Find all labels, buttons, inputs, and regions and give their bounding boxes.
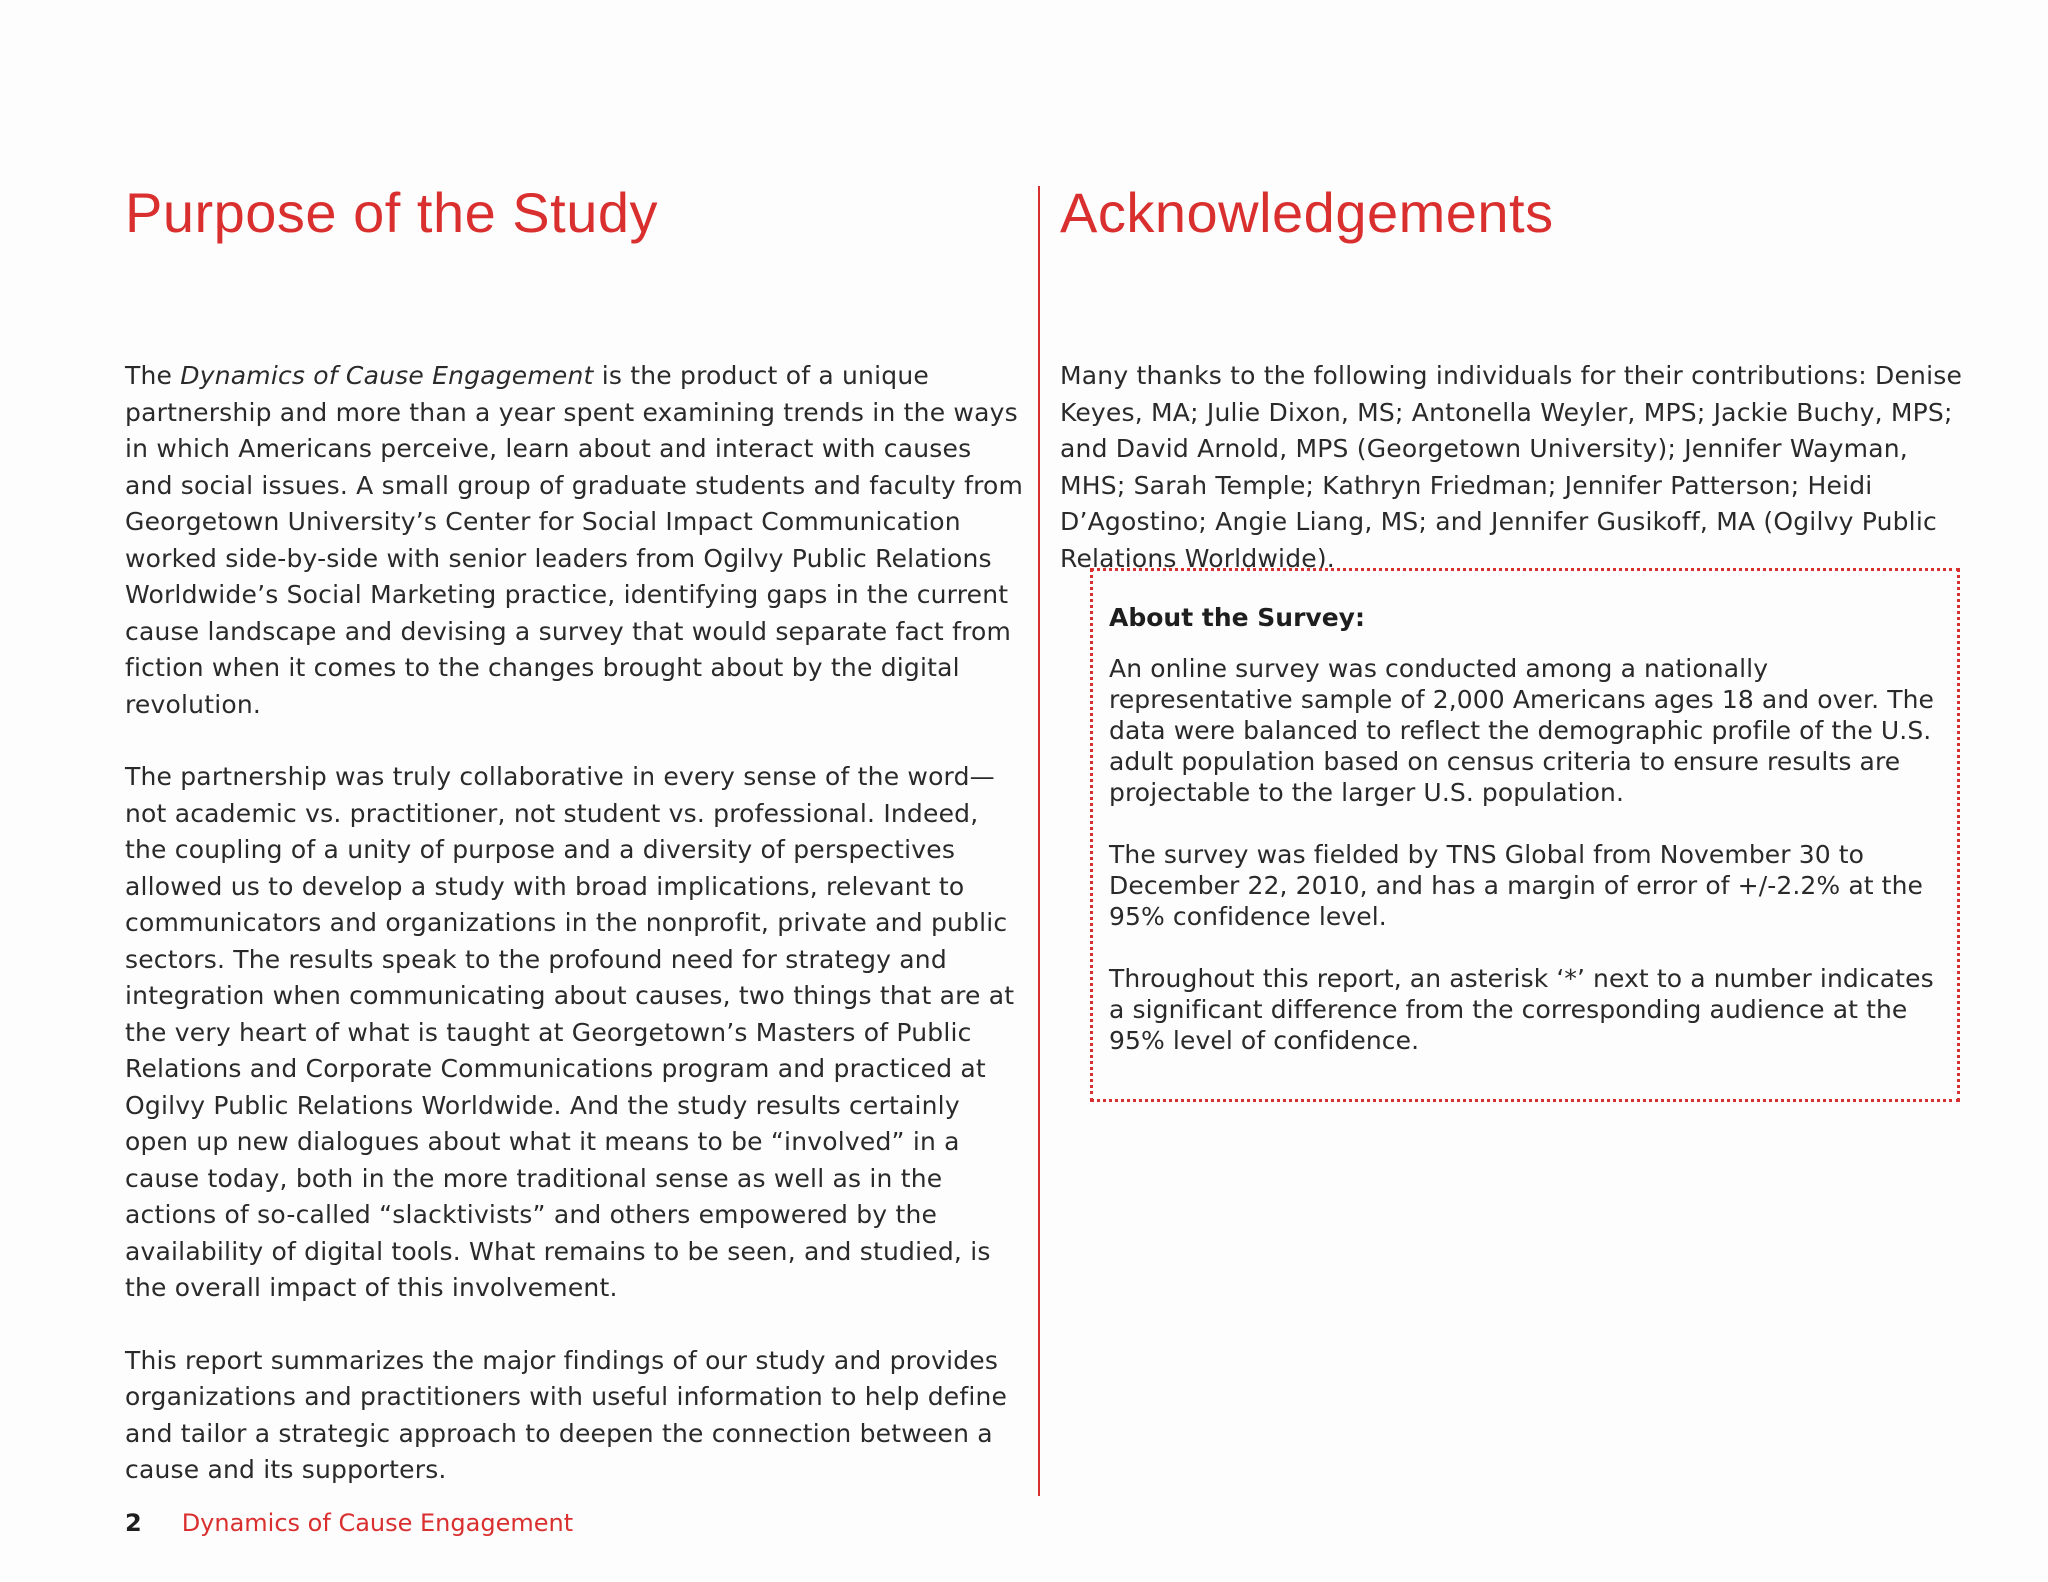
acknowledgements-body — [1060, 358, 1980, 577]
purpose-body — [125, 358, 1025, 1489]
acknowledgements-paragraph: Many thanks to the following individuals for their contributions: Denise Keyes, MA; Julie Dixon, MS; Antonella Weyler, MPS; Jackie Buchy, MPS; and David Arnold, MPS (Georgetown University); Jennifer Wayman, MHS; Sarah Temple; Kathryn Friedman; Jennifer Patterson; Heidi D’Agostino; Angie Liang, MS; and Jennifer Gusikoff, MA (Ogilvy Public Relations Worldwide). — [1060, 361, 1963, 573]
purpose-paragraph-3: This report summarizes the major findings of our study and provides organizations and practitioners with useful information to help define and tailor a strategic approach to deepen the connection between a cause and its supporters. — [125, 1345, 1008, 1484]
survey-paragraph-2: The survey was fielded by TNS Global from November 30 to December 22, 2010, and has a margin of error of +/-2.2% at the 95% confidence level. — [1109, 840, 1924, 931]
page-footer — [125, 1508, 573, 1538]
acknowledgements-section — [1060, 180, 1980, 577]
page-number: 2 — [125, 1509, 142, 1537]
purpose-section — [125, 180, 1025, 1525]
survey-paragraph-3: Throughout this report, an asterisk ‘*’ next to a number indicates a significant difference from the corresponding audience at the 95% level of confidence. — [1109, 964, 1934, 1055]
purpose-paragraph-2: The partnership was truly collaborative in every sense of the word—not academic vs. practitioner, not student vs. professional. Indeed, the coupling of a unity of purpose and a diversity of perspectives allowed us to develop a study with broad implications, relevant to communicators and organizations in the nonprofit, private and public sectors. The results speak to the profound need for strategy and integration when communicating about causes, two things that are at the very heart of what is taught at Georgetown’s Masters of Public Relations and Corporate Communications program and practiced at Ogilvy Public Relations Worldwide. And the study results certainly open up new dialogues about what it means to be “involved” in a cause today, both in the more traditional sense as well as in the actions of so-called “slacktivists” and others empowered by the availability of digital tools. What remains to be seen, and studied, is the overall impact of this involvement. — [125, 762, 1015, 1302]
column-divider — [1038, 186, 1040, 1496]
study-name-emphasis: Dynamics of Cause Engagement — [180, 361, 594, 390]
about-survey-heading: About the Survey: — [1109, 603, 1365, 632]
purpose-title: Purpose of the Study — [125, 181, 659, 244]
purpose-paragraph-1-rest: is the product of a unique partnership and more than a year spent examining trends in the ways in which Americans perceive, learn about and interact with causes and social issues. A small group of graduate students and faculty from Georgetown University’s Center for Social Impact Communication worked side-by-side with senior leaders from Ogilvy Public Relations Worldwide’s Social Marketing practice, identifying gaps in the current cause landscape and devising a survey that would separate fact from fiction when it comes to the changes brought about by the digital revolution. — [125, 361, 1024, 719]
about-survey-box — [1090, 568, 1960, 1102]
survey-paragraph-1: An online survey was conducted among a nationally representative sample of 2,000 Americans ages 18 and over. The data were balanced to reflect the demographic profile of the U.S. adult population based on census criteria to ensure results are projectable to the larger U.S. population. — [1109, 654, 1934, 807]
purpose-paragraph-1 — [125, 358, 1025, 723]
footer-title: Dynamics of Cause Engagement — [181, 1509, 574, 1537]
acknowledgements-title: Acknowledgements — [1060, 181, 1554, 244]
purpose-paragraph-1-lead: The — [125, 361, 181, 390]
